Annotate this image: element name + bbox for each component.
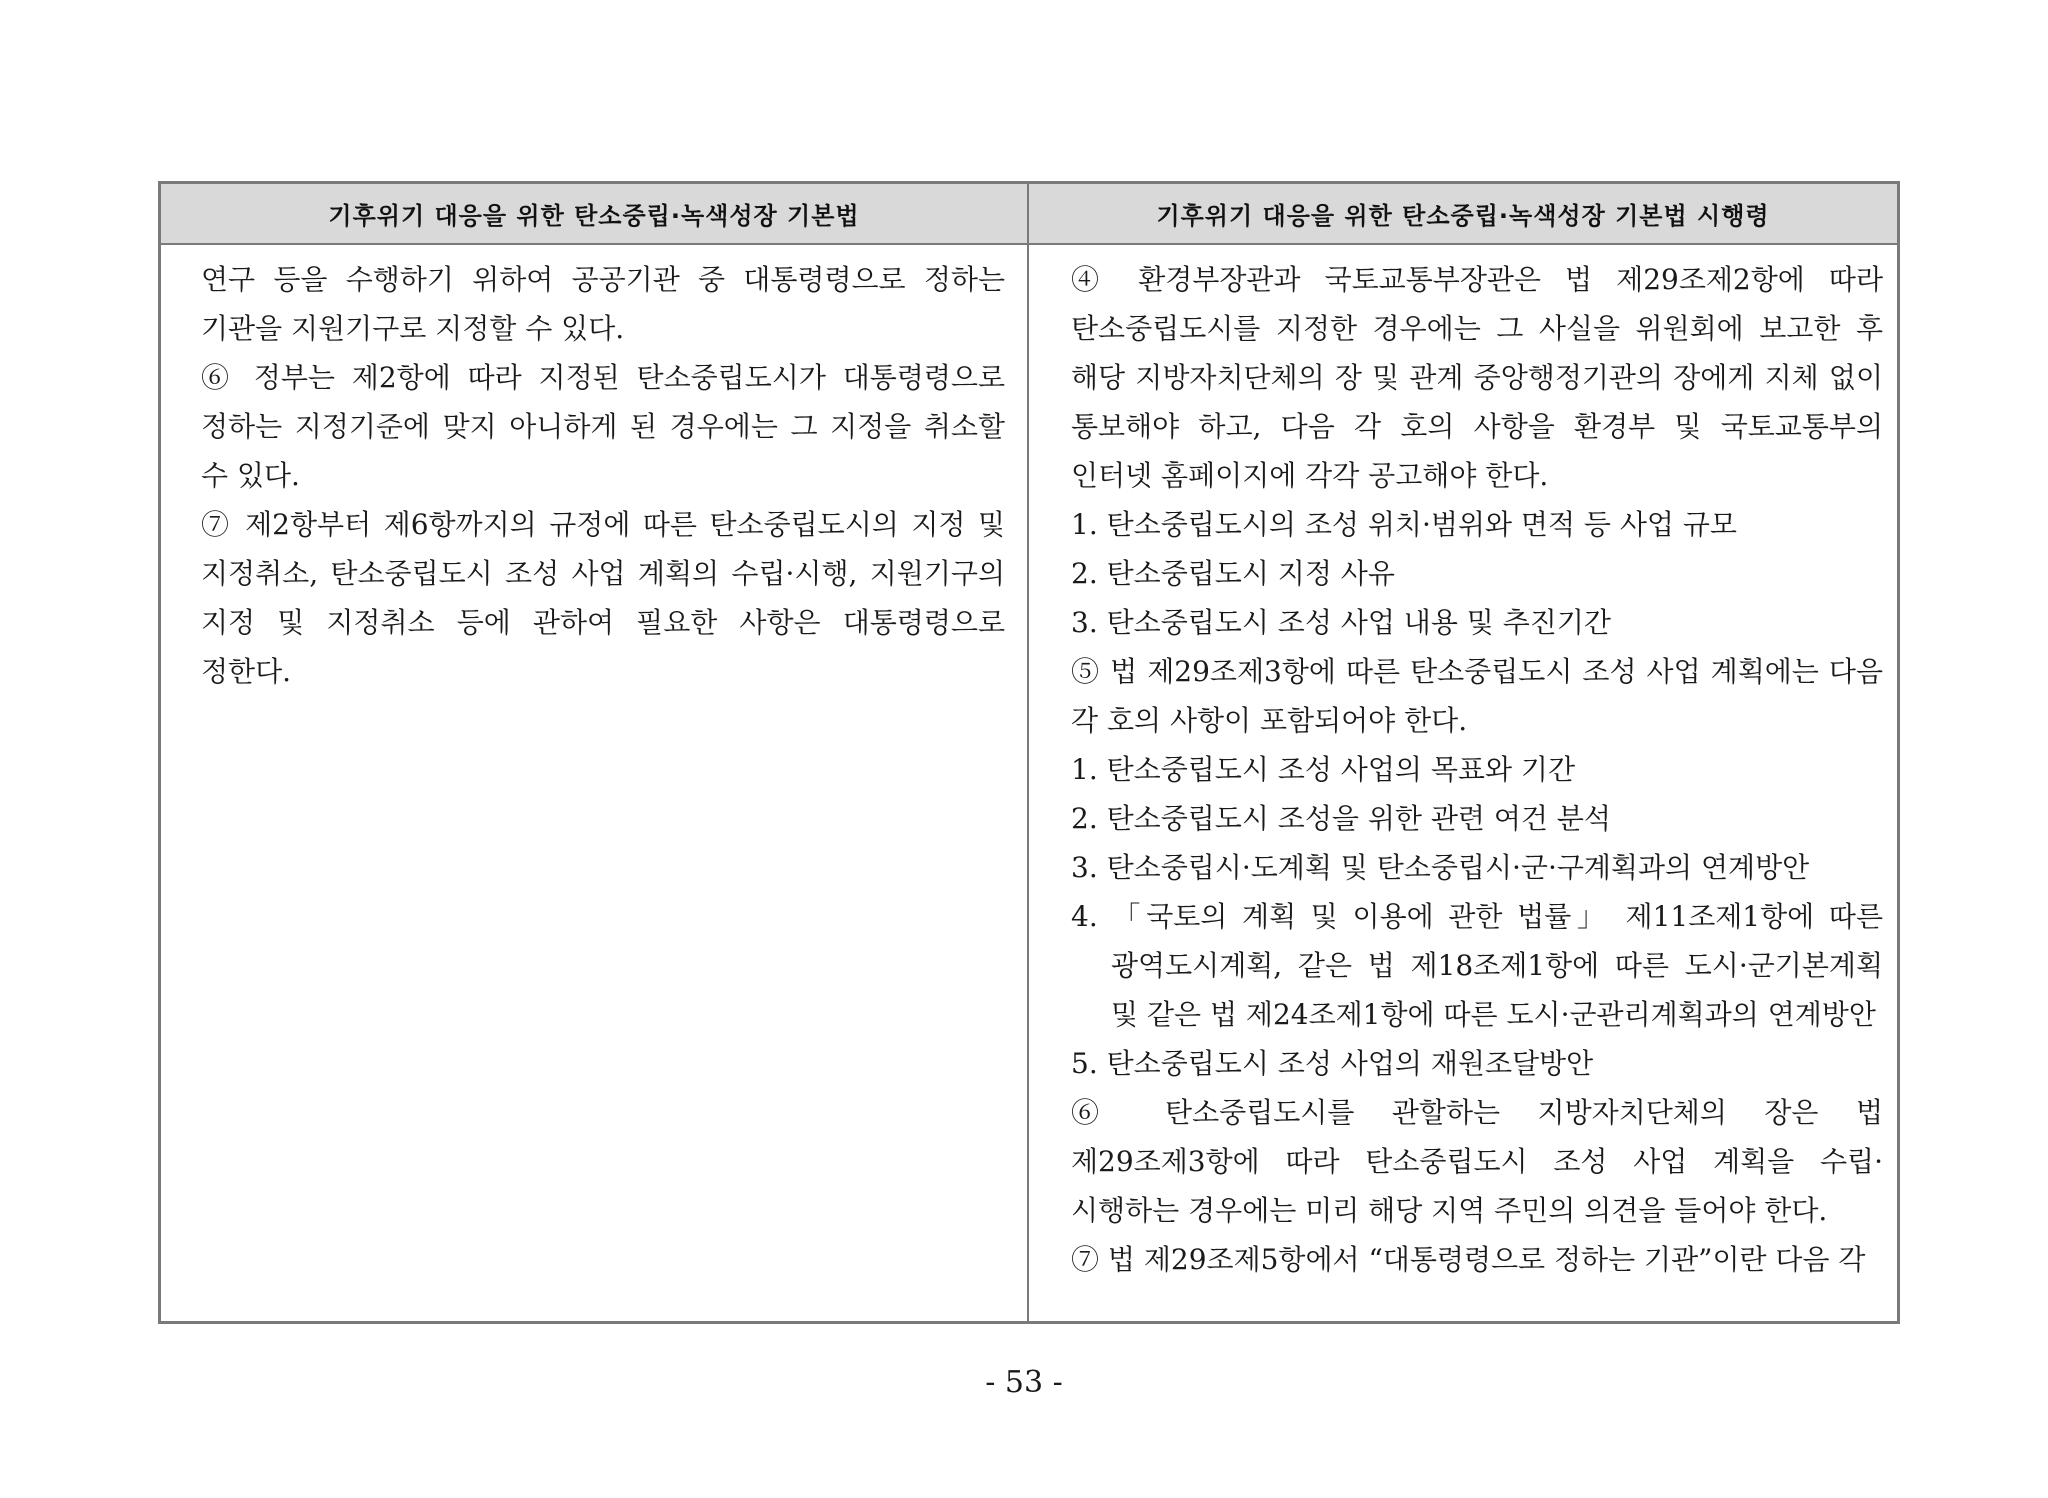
decree-paragraph-5: ⑤ 법 제29조제3항에 따른 탄소중립도시 조성 사업 계획에는 다음 각 호의 사항이 포함되어야 한다. <box>1071 655 1883 737</box>
decree-p5-item-1: 1. 탄소중립도시 조성 사업의 목표와 기간 <box>1071 753 1575 786</box>
decree-column <box>1029 245 1897 1321</box>
act-column <box>161 245 1029 1321</box>
decree-paragraph-6: ⑥ 탄소중립도시를 관할하는 지방자치단체의 장은 법 제29조제3항에 따라 탄소중립도시 조성 사업 계획을 수립·시행하는 경우에는 미리 해당 지역 주민의 의견을 들어야 한다. <box>1071 1096 1883 1227</box>
act-paragraph-7: ⑦ 제2항부터 제6항까지의 규정에 따른 탄소중립도시의 지정 및 지정취소, 탄소중립도시 조성 사업 계획의 수립·시행, 지원기구의 지정 및 지정취소 등에 관하여 필요한 사항은 대통령령으로 정한다. <box>201 508 1005 688</box>
table-body-row <box>161 245 1897 1321</box>
act-paragraph-6: ⑥ 정부는 제2항에 따라 지정된 탄소중립도시가 대통령령으로 정하는 지정기준에 맞지 아니하게 된 경우에는 그 지정을 취소할 수 있다. <box>201 361 1005 492</box>
decree-p4-item-2: 2. 탄소중립도시 지정 사유 <box>1071 557 1395 590</box>
comparison-table <box>158 181 1900 1324</box>
header-enforcement-decree: 기후위기 대응을 위한 탄소중립·녹색성장 기본법 시행령 <box>1156 202 1770 230</box>
decree-paragraph-4: ④ 환경부장관과 국토교통부장관은 법 제29조제2항에 따라 탄소중립도시를 지정한 경우에는 그 사실을 위원회에 보고한 후 해당 지방자치단체의 장 및 관계 중앙행정기관의 장에게 지체 없이 통보해야 하고, 다음 각 호의 사항을 환경부 및 국토교통부의 인터넷 홈페이지에 각각 공고해야 한다. <box>1071 263 1883 492</box>
table-header-row <box>161 184 1897 245</box>
header-act: 기후위기 대응을 위한 탄소중립·녹색성장 기본법 <box>161 184 1029 243</box>
page-number: - 53 - <box>985 1365 1063 1400</box>
decree-paragraph-7: ⑦ 법 제29조제5항에서 “대통령령으로 정하는 기관”이란 다음 각 <box>1071 1243 1866 1276</box>
decree-p5-item-2: 2. 탄소중립도시 조성을 위한 관련 여건 분석 <box>1071 802 1611 835</box>
decree-p4-item-1: 1. 탄소중립도시의 조성 위치·범위와 면적 등 사업 규모 <box>1071 508 1737 541</box>
decree-p5-item-5: 5. 탄소중립도시 조성 사업의 재원조달방안 <box>1071 1047 1594 1080</box>
decree-p5-item-4: 4. 「국토의 계획 및 이용에 관한 법률」 제11조제1항에 따른 광역도시계획, 같은 법 제18조제1항에 따른 도시·군기본계획 및 같은 법 제24조제1항에 따른 도시·군관리계획과의 연계방안 <box>1071 900 1883 1031</box>
decree-p4-item-3: 3. 탄소중립도시 조성 사업 내용 및 추진기간 <box>1071 606 1611 639</box>
act-paragraph-continued: 연구 등을 수행하기 위하여 공공기관 중 대통령령으로 정하는 기관을 지원기구로 지정할 수 있다. <box>201 263 1005 345</box>
decree-p5-item-3: 3. 탄소중립시·도계획 및 탄소중립시·군·구계획과의 연계방안 <box>1071 851 1810 884</box>
